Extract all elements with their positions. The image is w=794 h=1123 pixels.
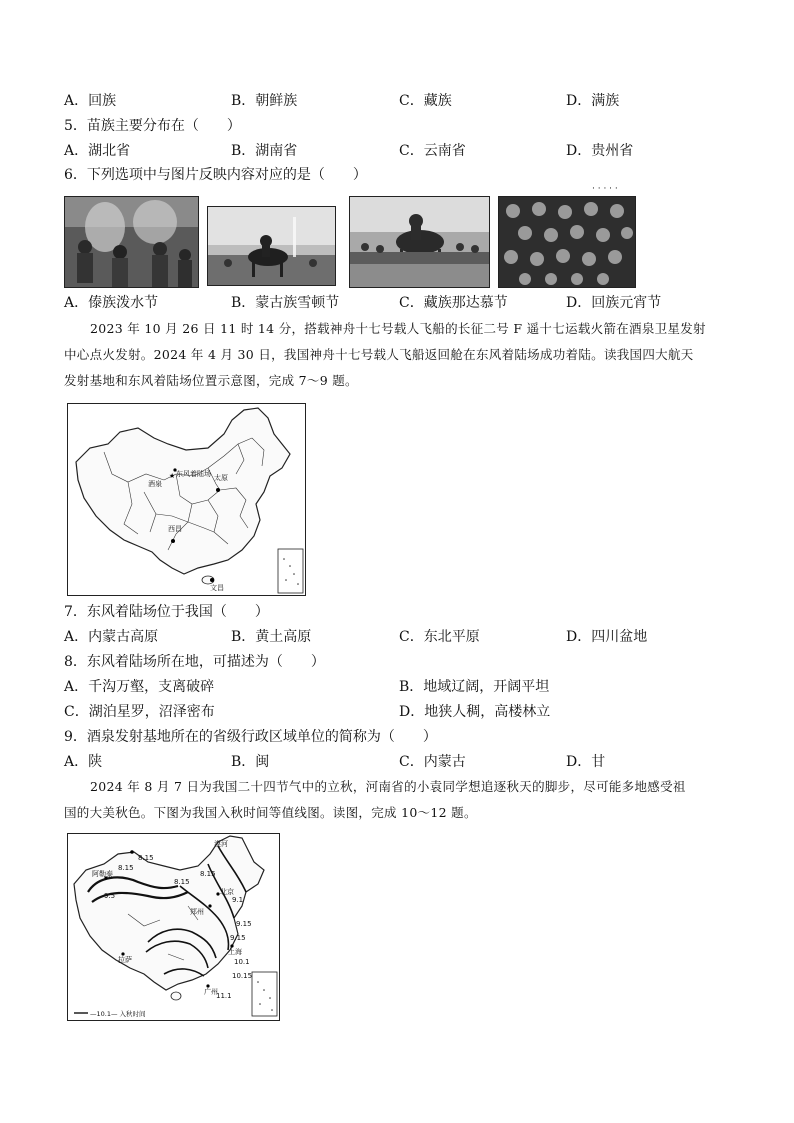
q7-option-b[interactable]: B．黄土高原 bbox=[231, 629, 312, 645]
q6-option-d[interactable]: D．回族元宵节 bbox=[566, 295, 662, 311]
q8-option-a[interactable]: A．千沟万壑，支离破碎 bbox=[64, 679, 215, 695]
q8-stem: 8．东风着陆场所在地，可描述为（ ） bbox=[64, 654, 325, 670]
q6-corner-mark: · · · · · bbox=[592, 184, 618, 194]
map2-value-915b: 9.15 bbox=[230, 934, 246, 942]
q9-option-c[interactable]: C．内蒙古 bbox=[399, 754, 466, 770]
map2-value-815d: 8.15 bbox=[200, 870, 216, 878]
q5-option-a[interactable]: A．湖北省 bbox=[64, 143, 131, 159]
map2-city-zhengzhou: 郑州 bbox=[190, 908, 204, 916]
photo-a bbox=[64, 196, 199, 288]
photo-d bbox=[498, 196, 636, 288]
map2-value-915a: 9.15 bbox=[236, 920, 252, 928]
map2-value-91a: 9.1 bbox=[232, 896, 244, 904]
map2-city-lhasa: 拉萨 bbox=[118, 956, 132, 964]
passage-2-line-2: 国的大美秋色。下图为我国入秋时间等值线图。读图，完成 10～12 题。 bbox=[64, 805, 477, 820]
map2-value-111: 11.1 bbox=[216, 992, 232, 1000]
q4-option-d[interactable]: D．满族 bbox=[566, 93, 620, 109]
q8-option-c[interactable]: C．湖泊星罗，沼泽密布 bbox=[64, 704, 215, 720]
autumn-onset-isoline-map bbox=[67, 833, 280, 1021]
map2-city-shanghai: 上海 bbox=[228, 948, 242, 956]
q7-option-d[interactable]: D．四川盆地 bbox=[566, 629, 648, 645]
map2-city-north: 漠河 bbox=[214, 840, 228, 848]
photo-c bbox=[349, 196, 490, 288]
q5-option-c[interactable]: C．云南省 bbox=[399, 143, 466, 159]
map2-city-beijing: 北京 bbox=[220, 888, 234, 896]
map1-label-taiyuan: 太原 bbox=[214, 474, 228, 482]
q7-option-a[interactable]: A．内蒙古高原 bbox=[64, 629, 159, 645]
q7-stem: 7．东风着陆场位于我国（ ） bbox=[64, 604, 269, 620]
map2-city-guangzhou: 广州 bbox=[204, 988, 218, 996]
passage-2 bbox=[64, 774, 734, 826]
q9-stem: 9．酒泉发射基地所在的省级行政区域单位的简称为（ ） bbox=[64, 729, 437, 745]
q4-option-b[interactable]: B．朝鲜族 bbox=[231, 93, 298, 109]
map2-value-815c: 8.15 bbox=[174, 878, 190, 886]
q4-option-c[interactable]: C．藏族 bbox=[399, 93, 452, 109]
q5-stem: 5．苗族主要分布在（ ） bbox=[64, 118, 241, 134]
passage-1-line-2: 中心点火发射。2024 年 4 月 30 日，我国神舟十七号载人飞船返回舱在东风着陆场成功着陆。读我国四大航天 bbox=[64, 347, 694, 362]
map2-value-101: 10.1 bbox=[234, 958, 250, 966]
taiyuan-dot-icon bbox=[216, 488, 220, 492]
map1-label-wenchang: 文昌 bbox=[210, 584, 224, 592]
passage-1 bbox=[64, 316, 734, 394]
map1-label-jiuquan: 酒泉 bbox=[148, 480, 162, 488]
passage-2-line-1: 2024 年 8 月 7 日为我国二十四节气中的立秋，河南省的小袁同学想追逐秋天的脚步，尽可能多地感受祖 bbox=[90, 779, 686, 794]
map2-value-95: 9.5 bbox=[104, 892, 116, 900]
photo-b bbox=[207, 206, 336, 286]
passage-1-line-3: 发射基地和东风着陆场位置示意图，完成 7～9 题。 bbox=[64, 373, 358, 388]
q9-option-d[interactable]: D．甘 bbox=[566, 754, 606, 770]
launch-sites-map bbox=[67, 403, 306, 596]
map2-value-815b: 8.15 bbox=[118, 864, 134, 872]
q5-option-b[interactable]: B．湖南省 bbox=[231, 143, 298, 159]
xichang-dot-icon bbox=[171, 539, 175, 543]
q6-stem: 6．下列选项中与图片反映内容对应的是（ ） bbox=[64, 167, 367, 183]
q5-option-d[interactable]: D．贵州省 bbox=[566, 143, 634, 159]
china-outline-map-1 bbox=[68, 404, 305, 595]
q4-option-a[interactable]: A．回族 bbox=[64, 93, 117, 109]
map1-label-dongfeng: 东风着陆场 bbox=[176, 470, 211, 478]
map2-legend: —10.1— 入秋时间 bbox=[90, 1010, 146, 1018]
q6-option-a[interactable]: A．傣族泼水节 bbox=[64, 295, 159, 311]
q6-option-c[interactable]: C．藏族那达慕节 bbox=[399, 295, 508, 311]
q9-option-b[interactable]: B．闽 bbox=[231, 754, 270, 770]
map2-value-815a: 8.15 bbox=[138, 854, 154, 862]
q6-option-b[interactable]: B．蒙古族雪顿节 bbox=[231, 295, 340, 311]
map1-label-xichang: 西昌 bbox=[168, 525, 182, 533]
dongfeng-star-icon: ★ bbox=[169, 472, 176, 480]
q9-option-a[interactable]: A．陕 bbox=[64, 754, 103, 770]
q7-option-c[interactable]: C．东北平原 bbox=[399, 629, 480, 645]
passage-1-line-1: 2023 年 10 月 26 日 11 时 14 分，搭载神舟十七号载人飞船的长征二号 F 遥十七运载火箭在酒泉卫星发射 bbox=[90, 321, 706, 336]
wenchang-dot-icon bbox=[210, 578, 214, 582]
q8-option-b[interactable]: B．地域辽阔，开阔平坦 bbox=[399, 679, 550, 695]
map2-value-1015: 10.15 bbox=[232, 972, 253, 980]
map2-city-west: 阿勒泰 bbox=[92, 870, 113, 878]
q8-option-d[interactable]: D．地狭人稠，高楼林立 bbox=[399, 704, 551, 720]
